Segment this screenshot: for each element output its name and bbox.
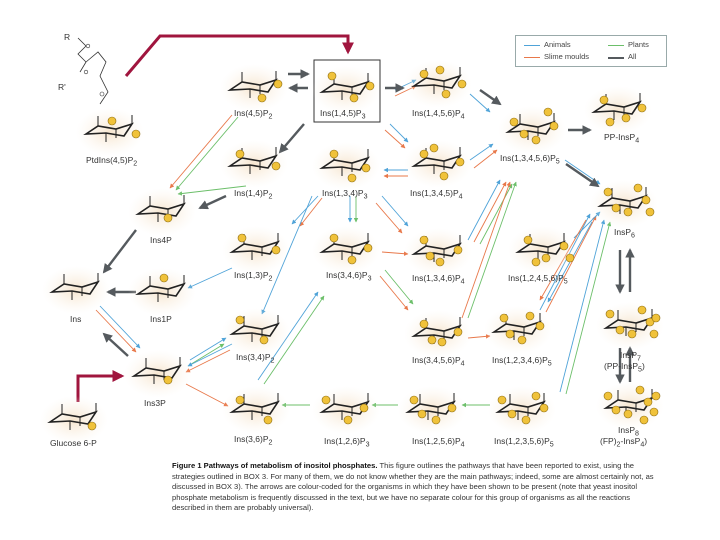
label-insp7-alt: (PP-InsP$_5$) xyxy=(604,361,645,374)
legend-swatch-plants xyxy=(608,45,624,46)
label-insp8-alt: $(FP)_2-InsP_4$) xyxy=(600,436,648,449)
label-ins13p2: $Ins(1,3)P_2$ xyxy=(234,270,273,283)
molecule-ins36p2 xyxy=(222,386,290,434)
label-ins36p2: $Ins(3,6)P_2$ xyxy=(234,434,273,447)
label-ins12356p5: $Ins(1,2,3,5,6)P_5$ xyxy=(494,436,554,449)
molecule-pp-insp4 xyxy=(584,86,652,134)
label-ins1256p4: $Ins(1,2,5,6)P_4$ xyxy=(412,436,465,449)
molecule-ins346p3 xyxy=(312,226,380,274)
legend-swatch-animals xyxy=(524,45,540,46)
label-ins123456p5: $Ins(1,2,3,4,6)P_5$ xyxy=(492,355,552,368)
legend-label-slime-moulds: Slime moulds xyxy=(544,52,590,61)
molecule-ins13456p5 xyxy=(498,106,566,154)
molecule-ins123456p5 xyxy=(484,306,552,354)
label-ins: Ins xyxy=(70,314,82,324)
label-ins1345p4: $Ins(1,3,4,5)P_4$ xyxy=(410,188,463,201)
label-r1: R xyxy=(64,32,71,42)
molecule-ins45p2 xyxy=(220,64,288,112)
label-ins13456p5: $Ins(1,3,4,5,6)P_5$ xyxy=(500,153,560,166)
molecule-ins3456p4 xyxy=(404,310,472,358)
legend-swatch-all xyxy=(608,57,624,59)
molecule-ins xyxy=(42,266,110,314)
caption-body: This figure outlines the pathways that have been reported to exist, using the strategies outlined in BOX 3. For many of them, we do not know whether they are the main pathways; indeed, some are almost certainly not, as discussed in BOX 3). The arrows are colour-coded for the organisms in which they have been shown to be present (note that yeast inositol phosphate metabolism is frequently discussed in the text, but we have no separate colour for this group of organisms as all the reactions described in them are probably universal). xyxy=(172,461,654,513)
label-pp-insp4: PP-InsP$_4$ xyxy=(604,132,640,145)
label-ins134p3: $Ins(1,3,4)P_3$ xyxy=(322,188,368,201)
label-ins4p: Ins4P xyxy=(150,235,172,245)
label-ins14p2: $Ins(1,4)P_2$ xyxy=(234,188,273,201)
legend-label-animals: Animals xyxy=(544,40,571,49)
label-ins12456p5: $Ins(1,2,4,5,6)P_5$ xyxy=(508,273,568,286)
molecule-ins1p xyxy=(128,268,196,316)
molecule-ins1346p4 xyxy=(404,228,472,276)
molecule-ins4p xyxy=(128,188,196,236)
molecule-ins13p2 xyxy=(222,226,290,274)
label-ins34p2: $Ins(3,4)P_2$ xyxy=(236,352,275,365)
label-ins3456p4: $Ins(3,4,5,6)P_4$ xyxy=(412,355,465,368)
molecule-ins126p3 xyxy=(312,386,380,434)
label-ins126p3: $Ins(1,2,6)P_3$ xyxy=(324,436,370,449)
label-insp6: InsP$_6$ xyxy=(614,227,635,240)
legend xyxy=(515,35,667,67)
label-ins145p3: $Ins(1,4,5)P_3$ xyxy=(320,108,366,121)
molecule-ins34p2 xyxy=(222,308,290,356)
molecule-ins12456p5 xyxy=(508,226,576,274)
molecule-ins3p xyxy=(124,350,192,398)
label-ins1p: Ins1P xyxy=(150,314,172,324)
molecule-ptdins45p2 xyxy=(76,38,144,156)
label-insp8: InsP$_8$ xyxy=(618,425,639,438)
molecule-ins14p2 xyxy=(220,140,288,188)
molecule-glucose6p xyxy=(40,396,108,444)
molecule-ins1256p4 xyxy=(398,386,466,434)
molecule-ins134p3 xyxy=(312,142,380,190)
label-ptdins45p2: $PtdIns(4,5)P_2$ xyxy=(86,155,138,168)
label-ins1456p4: $Ins(1,4,5,6)P_4$ xyxy=(412,108,465,121)
molecule-insp6 xyxy=(590,180,658,228)
label-glucose6p: Glucose 6-P xyxy=(50,438,97,448)
molecule-insp8 xyxy=(596,382,664,430)
label-insp7: InsP$_7$ xyxy=(620,350,641,363)
label-ins1346p4: $Ins(1,3,4,6)P_4$ xyxy=(412,273,465,286)
label-ins3p: Ins3P xyxy=(144,398,166,408)
molecule-ins1345p4 xyxy=(404,140,472,188)
legend-label-all: All xyxy=(628,52,637,61)
label-r2: R' xyxy=(58,82,66,92)
molecule-insp7 xyxy=(596,302,664,350)
molecule-ins1456p4 xyxy=(404,60,472,108)
figure-caption xyxy=(172,461,664,514)
legend-swatch-slime-moulds xyxy=(524,57,540,58)
label-ins45p2: $Ins(4,5)P_2$ xyxy=(234,108,273,121)
label-ins346p3: $Ins(3,4,6)P_3$ xyxy=(326,270,372,283)
molecule-ins12356p5 xyxy=(488,386,556,434)
caption-title: Figure 1 Pathways of metabolism of inositol phosphates. xyxy=(172,461,378,470)
legend-label-plants: Plants xyxy=(628,40,649,49)
